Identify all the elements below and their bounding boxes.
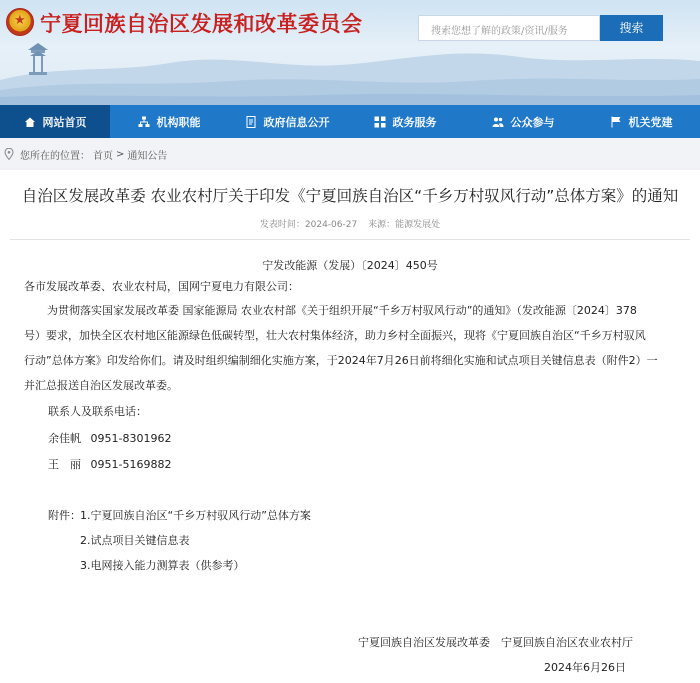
recipients: 各市发展改革委、农业农村局，国网宁夏电力有限公司： [24,280,299,293]
main-nav [0,105,700,138]
document-date: 2024年6月26日 [544,661,626,674]
nav-item-services[interactable] [346,105,464,138]
nav-item-label: 政务服务 [392,115,437,129]
attachments-label: 附件： [48,509,81,522]
breadcrumb-prefix: 您所在的位置： [20,150,90,162]
attachment-link[interactable]: 3.电网接入能力测算表（供参考） [80,559,245,572]
nav-item-home[interactable] [0,105,110,138]
nav-item-public[interactable] [464,105,582,138]
header-banner [0,0,700,105]
contact-phone: 0951-5169882 [90,458,172,471]
mountain-background [0,35,700,105]
nav-item-gov-info[interactable] [228,105,346,138]
article-title: 自治区发展改革委 农业农村厅关于印发《宁夏回族自治区“千乡万村驭风行动”总体方案》的通知 [21,187,679,205]
breadcrumb-separator: > [116,148,125,160]
grid-icon [374,116,386,128]
body-line: 号）要求，加快全区农村地区能源绿色低碳转型，壮大农村集体经济，助力乡村全面振兴，现将《宁夏回族自治区“千乡万村驭风 [24,329,646,342]
nav-item-label: 机关党建 [628,115,673,129]
nav-item-label: 机构职能 [156,115,201,129]
publish-time: 发表时间：2024-06-27 [259,220,358,230]
title-divider [10,239,690,240]
nav-item-label: 公众参与 [510,115,555,129]
home-icon [24,116,36,128]
nav-item-party[interactable] [582,105,700,138]
contact-row [48,454,171,476]
location-pin-icon [4,148,14,160]
signers: 宁夏回族自治区发展改革委 宁夏回族自治区农业农村厅 [358,636,633,649]
nav-item-organization[interactable] [110,105,228,138]
breadcrumb-current[interactable]: 通知公告 [127,150,168,162]
attachment-link[interactable]: 1.宁夏回族自治区“千乡万村驭风行动”总体方案 [80,509,311,522]
search-input[interactable]: 搜索您想了解的政策/资讯/服务 [418,15,600,41]
contact-name: 王 丽 [48,458,81,471]
attachment-link[interactable]: 2.试点项目关键信息表 [80,534,190,547]
pavilion-icon [26,40,50,76]
nav-item-label: 政府信息公开 [263,115,330,129]
people-icon [492,116,504,128]
breadcrumb-home[interactable]: 首页 [93,150,113,162]
contact-phone: 0951-8301962 [90,432,172,445]
body-line: 为贯彻落实国家发展改革委 国家能源局 农业农村部《关于组织开展“千乡万村驭风行动”的通知》（发改能源〔2024〕378 [47,304,637,317]
body-line: 行动”总体方案》印发给你们。请及时组织编制细化实施方案，于2024年7月26日前将细化实施和试点项目关键信息表（附件2）一 [24,354,658,367]
breadcrumb [0,138,700,170]
document-icon [245,116,257,128]
national-emblem-icon [6,8,34,36]
contact-name: 余佳帆 [48,432,81,445]
article-source: 来源：能源发展处 [368,220,441,230]
document-number: 宁发改能源（发展）〔2024〕450号 [262,259,438,272]
search-button[interactable]: 搜索 [600,15,663,41]
body-line: 并汇总报送自治区发展改革委。 [24,379,178,392]
sitemap-icon [138,116,150,128]
site-title: 宁夏回族自治区发展和改革委员会 [40,12,363,36]
article-meta [0,217,700,230]
nav-item-label: 网站首页 [42,115,87,129]
contact-row [48,428,171,450]
contact-title: 联系人及联系电话： [48,405,147,418]
flag-icon [610,116,622,128]
